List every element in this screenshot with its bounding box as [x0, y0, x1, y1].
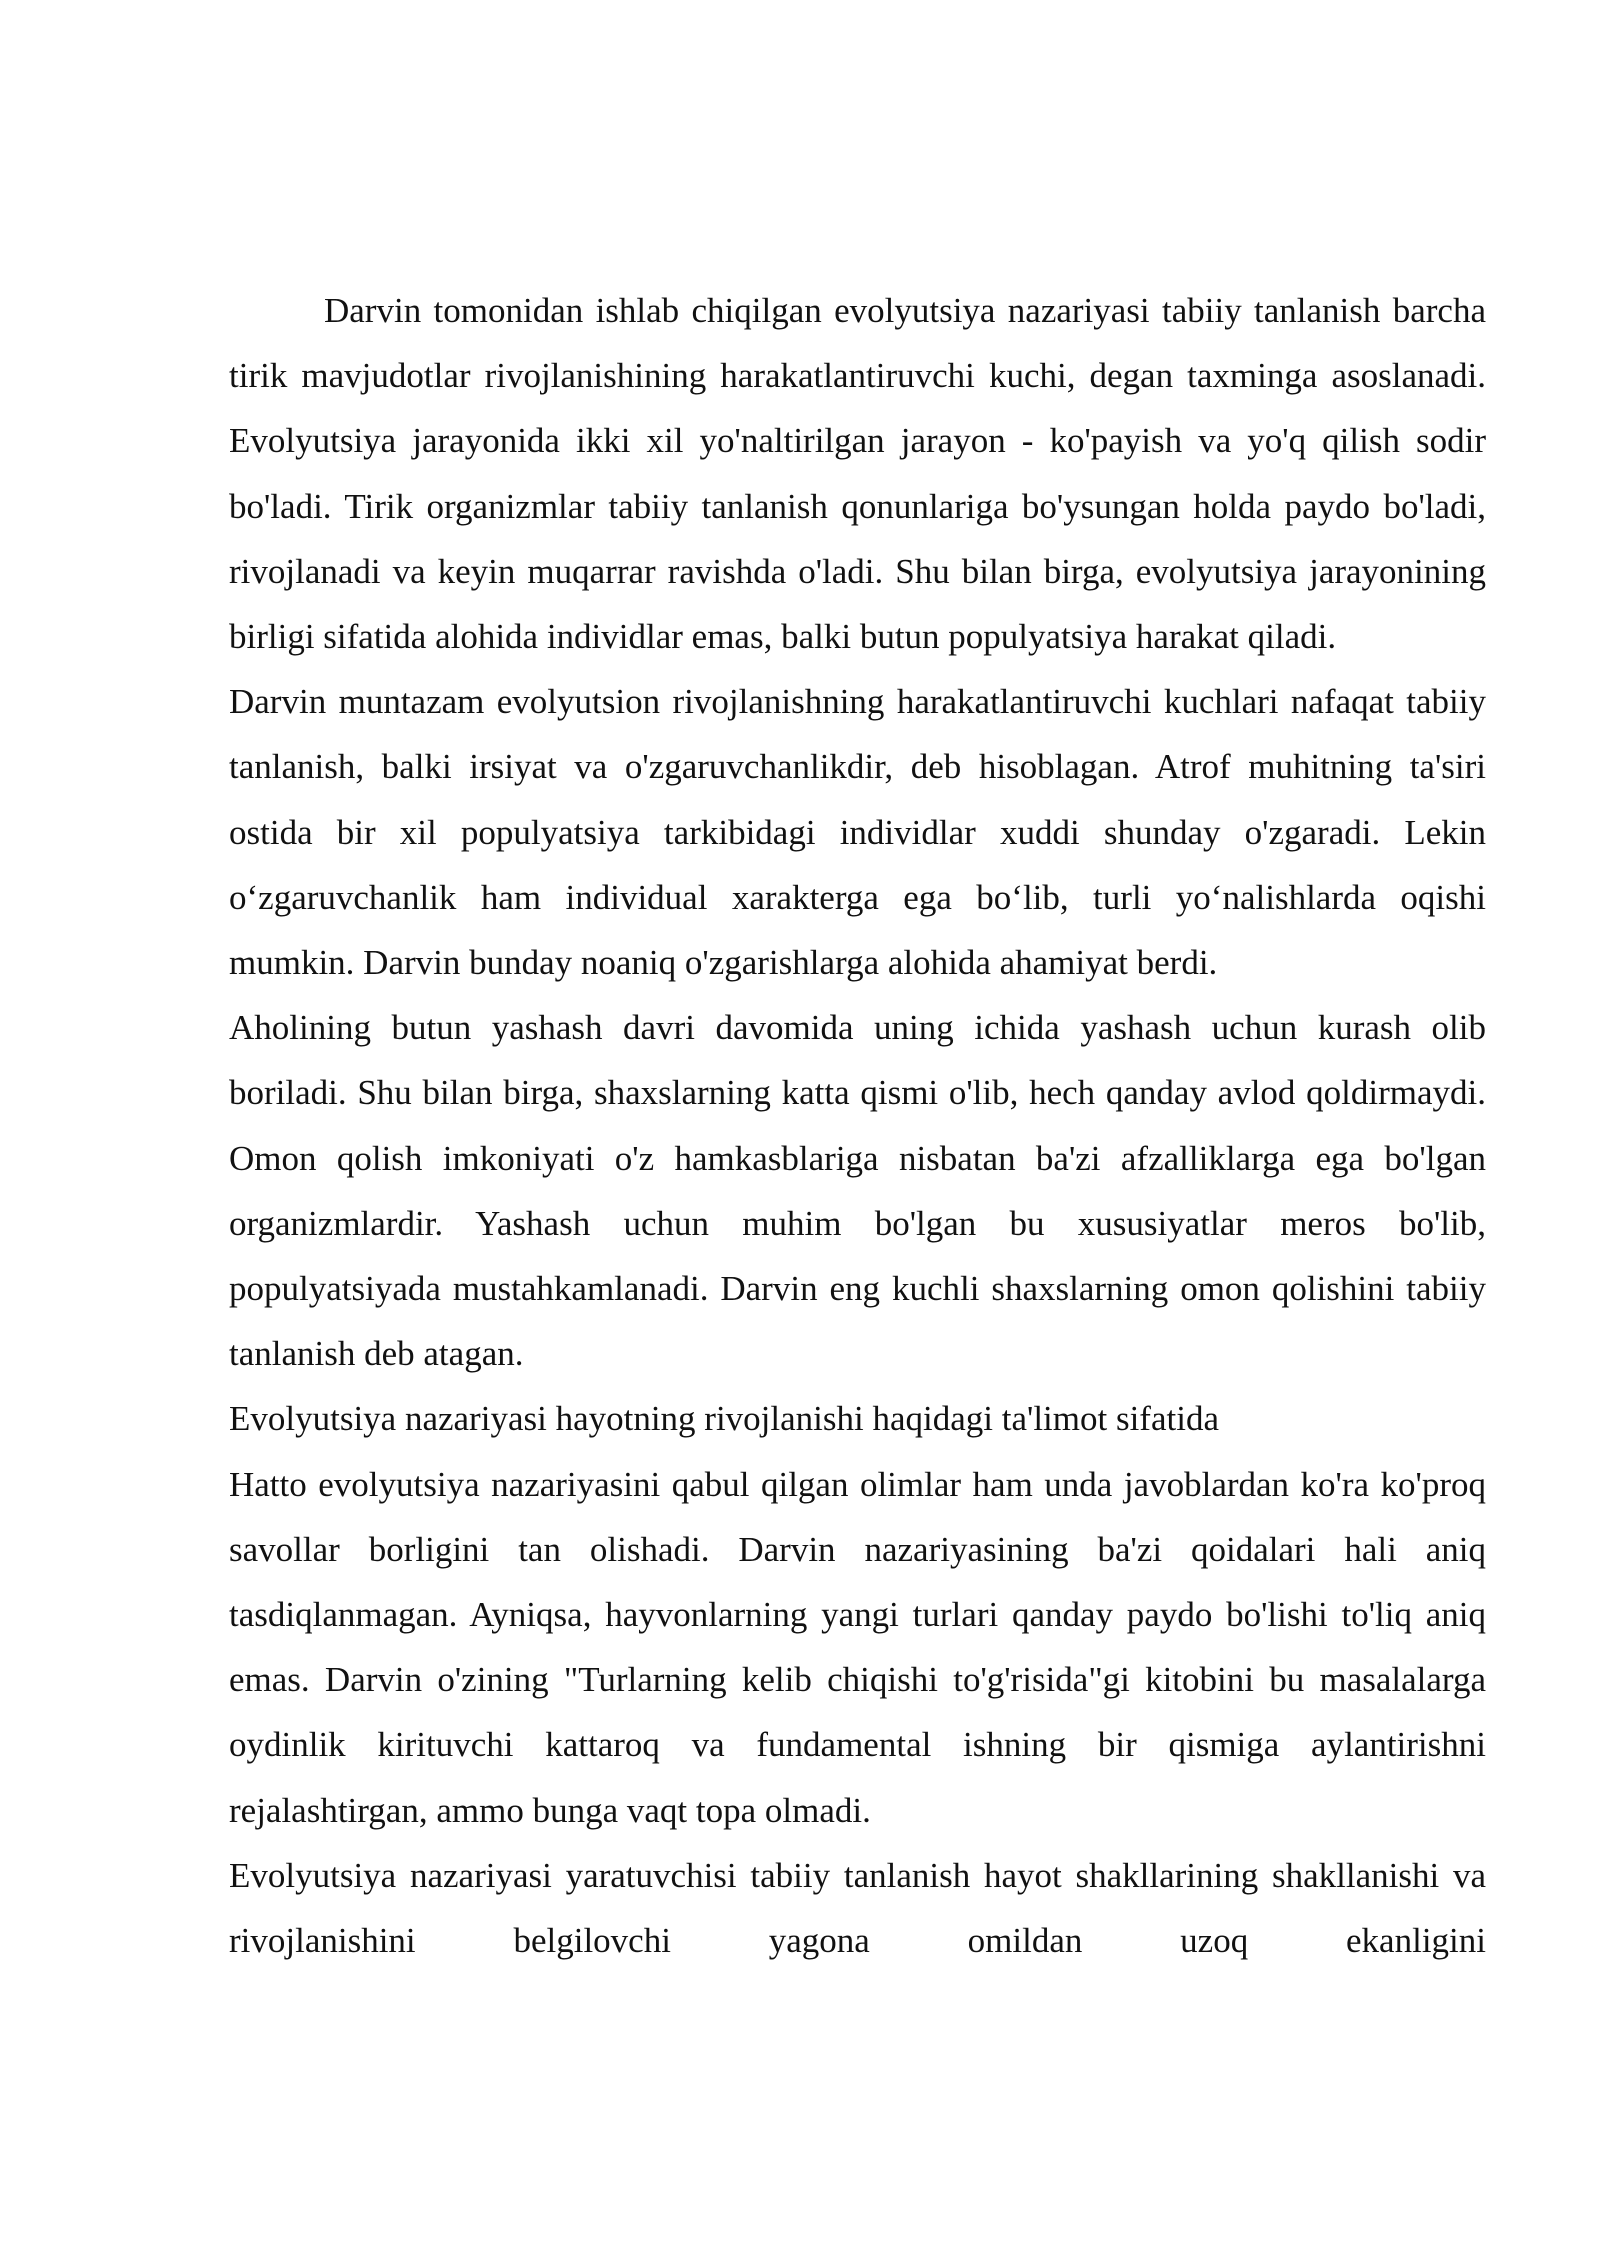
section-heading: Evolyutsiya nazariyasi hayotning rivojlanishi haqidagi ta'limot sifatida	[229, 1399, 1219, 1439]
document-body	[229, 278, 1486, 1973]
paragraph-3: Aholining butun yashash davri davomida uning ichida yashash uchun kurash olib boriladi. Shu bilan birga, shaxslarning katta qismi o'lib, hech qanday avlod qoldirmaydi. Omon qolish imkoniyati o'z hamkasblariga nisbatan ba'zi afzalliklarga ega bo'lgan organizmlardir. Yashash uchun muhim bo'lgan bu xususiyatlar meros bo'lib, populyatsiyada mustahkamlanadi. Darvin eng kuchli shaxslarning omon qolishini tabiiy tanlanish deb atagan.	[229, 1008, 1486, 1374]
paragraph-1: Darvin tomonidan ishlab chiqilgan evolyutsiya nazariyasi tabiiy tanlanish barcha tirik mavjudotlar rivojlanishining harakatlantiruvchi kuchi, degan taxminga asoslanadi. Evolyutsiya jarayonida ikki xil yo'naltirilgan jarayon - ko'payish va yo'q qilish sodir bo'ladi. Tirik organizmlar tabiiy tanlanish qonunlariga bo'ysungan holda paydo bo'ladi, rivojlanadi va keyin muqarrar ravishda o'ladi. Shu bilan birga, evolyutsiya jarayonining birligi sifatida alohida individlar emas, balki butun populyatsiya harakat qiladi.	[229, 291, 1486, 657]
paragraph-5: Evolyutsiya nazariyasi yaratuvchisi tabiiy tanlanish hayot shakllarining shakllanishi va rivojlanishini belgilovchi yagona omildan uzoq ekanligini	[229, 1855, 1486, 1961]
paragraph-4: Hatto evolyutsiya nazariyasini qabul qilgan olimlar ham unda javoblardan ko'ra ko'proq savollar borligini tan olishadi. Darvin nazariyasining ba'zi qoidalari hali aniq tasdiqlanmagan. Ayniqsa, hayvonlarning yangi turlari qanday paydo bo'lishi to'liq aniq emas. Darvin o'zining "Turlarning kelib chiqishi to'g'risida"gi kitobini bu masalalarga oydinlik kirituvchi kattaroq va fundamental ishning bir qismiga aylantirishni rejalashtirgan, ammo bunga vaqt topa olmadi.	[229, 1464, 1486, 1830]
paragraph-2: Darvin muntazam evolyutsion rivojlanishning harakatlantiruvchi kuchlari nafaqat tabiiy tanlanish, balki irsiyat va o'zgaruvchanlikdir, deb hisoblagan. Atrof muhitning ta'siri ostida bir xil populyatsiya tarkibidagi individlar xuddi shunday o'zgaradi. Lekin oʻzgaruvchanlik ham individual xarakterga ega boʻlib, turli yoʻnalishlarda oqishi mumkin. Darvin bunday noaniq o'zgarishlarga alohida ahamiyat berdi.	[229, 682, 1486, 983]
